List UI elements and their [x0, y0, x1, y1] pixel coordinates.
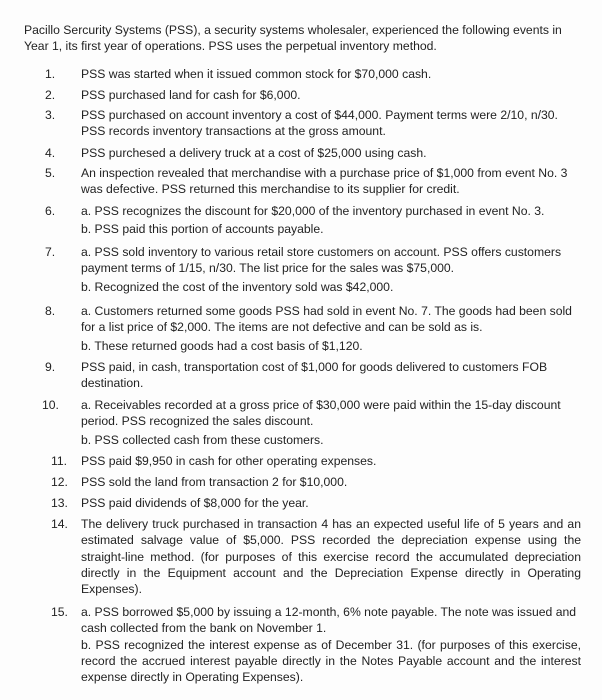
event-part-a: a. PSS sold inventory to various retail store customers on account. PSS offers customers payment terms of 1/15, n/30. The list price for the sales was $75,000. [81, 245, 562, 276]
event-number: 1. [45, 67, 56, 81]
event-number: 6. [45, 204, 56, 218]
event-part-b: b. These returned goods had a cost basis of $1,120. [81, 338, 363, 353]
event-text: An inspection revealed that merchandise with a purchase price of $1,000 from event No. 3 was defective. PSS returned this merchandise to its supplier for credit. [81, 166, 568, 197]
event-part-b: b. Recognized the cost of the inventory sold was $42,000. [81, 279, 394, 294]
event-text: PSS purchased on account inventory a cost of $44,000. Payment terms were 2/10, n/30. PSS records inventory transactions at the gross amount. [81, 108, 558, 139]
event-number: 2. [45, 88, 56, 102]
event-10 [0, 397, 602, 453]
event-13 [0, 495, 602, 516]
event-number: 10. [42, 398, 59, 412]
event-number: 7. [45, 245, 56, 259]
event-2 [0, 87, 602, 107]
event-11 [0, 453, 602, 474]
event-5 [0, 165, 602, 203]
event-text: PSS purchesed a delivery truck at a cost of $25,000 using cash. [81, 146, 427, 160]
intro-paragraph: Pacillo Sercurity Systems (PSS), a security systems wholesaler, experienced the following events in Year 1, its first year of operations. PSS uses the perpetual inventory method. [24, 23, 562, 53]
event-number: 8. [45, 304, 56, 318]
event-part-b: b. PSS recognized the interest expense as of December 31. (for purposes of this exercise, record the accrued interest payable directly in the Notes Payable account and the interest expense directly in Operating Expenses). [81, 637, 581, 685]
event-number: 4. [45, 146, 56, 160]
event-1 [0, 66, 602, 87]
event-text: PSS sold the land from transaction 2 for $10,000. [81, 475, 348, 489]
event-15 [0, 604, 602, 688]
event-number: 9. [45, 360, 56, 374]
event-number: 11. [51, 454, 68, 468]
event-part-a: a. Customers returned some goods PSS had sold in event No. 7. The goods had been sold for a list price of $2,000. The items are not defective and can be sold as is. [81, 304, 572, 335]
event-text: PSS was started when it issued common stock for $70,000 cash. [81, 67, 432, 81]
event-3 [0, 107, 602, 145]
event-9 [0, 359, 602, 397]
event-14 [0, 516, 602, 604]
event-text: PSS paid $9,950 in cash for other operating expenses. [81, 454, 377, 468]
event-number: 14. [51, 517, 68, 531]
event-12 [0, 474, 602, 495]
event-text: The delivery truck purchased in transaction 4 has an expected useful life of 5 years and an estimated salvage value of $5,000. PSS recorded the depreciation expense using the straight-line method. (for purposes of this exercise record the accumulated depreciation directly in the Equipment account and the Depreciation Expense directly in Operating Expenses). [81, 517, 581, 597]
event-list [0, 66, 602, 688]
event-part-a: a. PSS borrowed $5,000 by issuing a 12-month, 6% note payable. The note was issued and cash collected from the bank on November 1. [81, 605, 577, 636]
event-number: 15. [51, 605, 68, 619]
event-text: PSS paid, in cash, transportation cost of $1,000 for goods delivered to customers FOB destination. [81, 360, 548, 391]
event-8 [0, 303, 602, 359]
event-number: 3. [45, 108, 56, 122]
event-number: 13. [51, 496, 68, 510]
event-text: PSS paid dividends of $8,000 for the year. [81, 496, 309, 510]
event-part-b: b. PSS collected cash from these customers. [81, 432, 324, 447]
event-number: 5. [45, 166, 56, 180]
event-6 [0, 203, 602, 244]
event-part-b: b. PSS paid this portion of accounts payable. [81, 222, 324, 237]
event-number: 12. [51, 475, 68, 489]
event-7 [0, 244, 602, 303]
event-4 [0, 145, 602, 165]
event-text: PSS purchased land for cash for $6,000. [81, 88, 301, 102]
event-part-a: a. PSS recognizes the discount for $20,000 of the inventory purchased in event No. 3. [81, 204, 545, 218]
event-part-a: a. Receivables recorded at a gross price of $30,000 were paid within the 15-day discount period. PSS recognized the sales discount. [81, 398, 561, 429]
